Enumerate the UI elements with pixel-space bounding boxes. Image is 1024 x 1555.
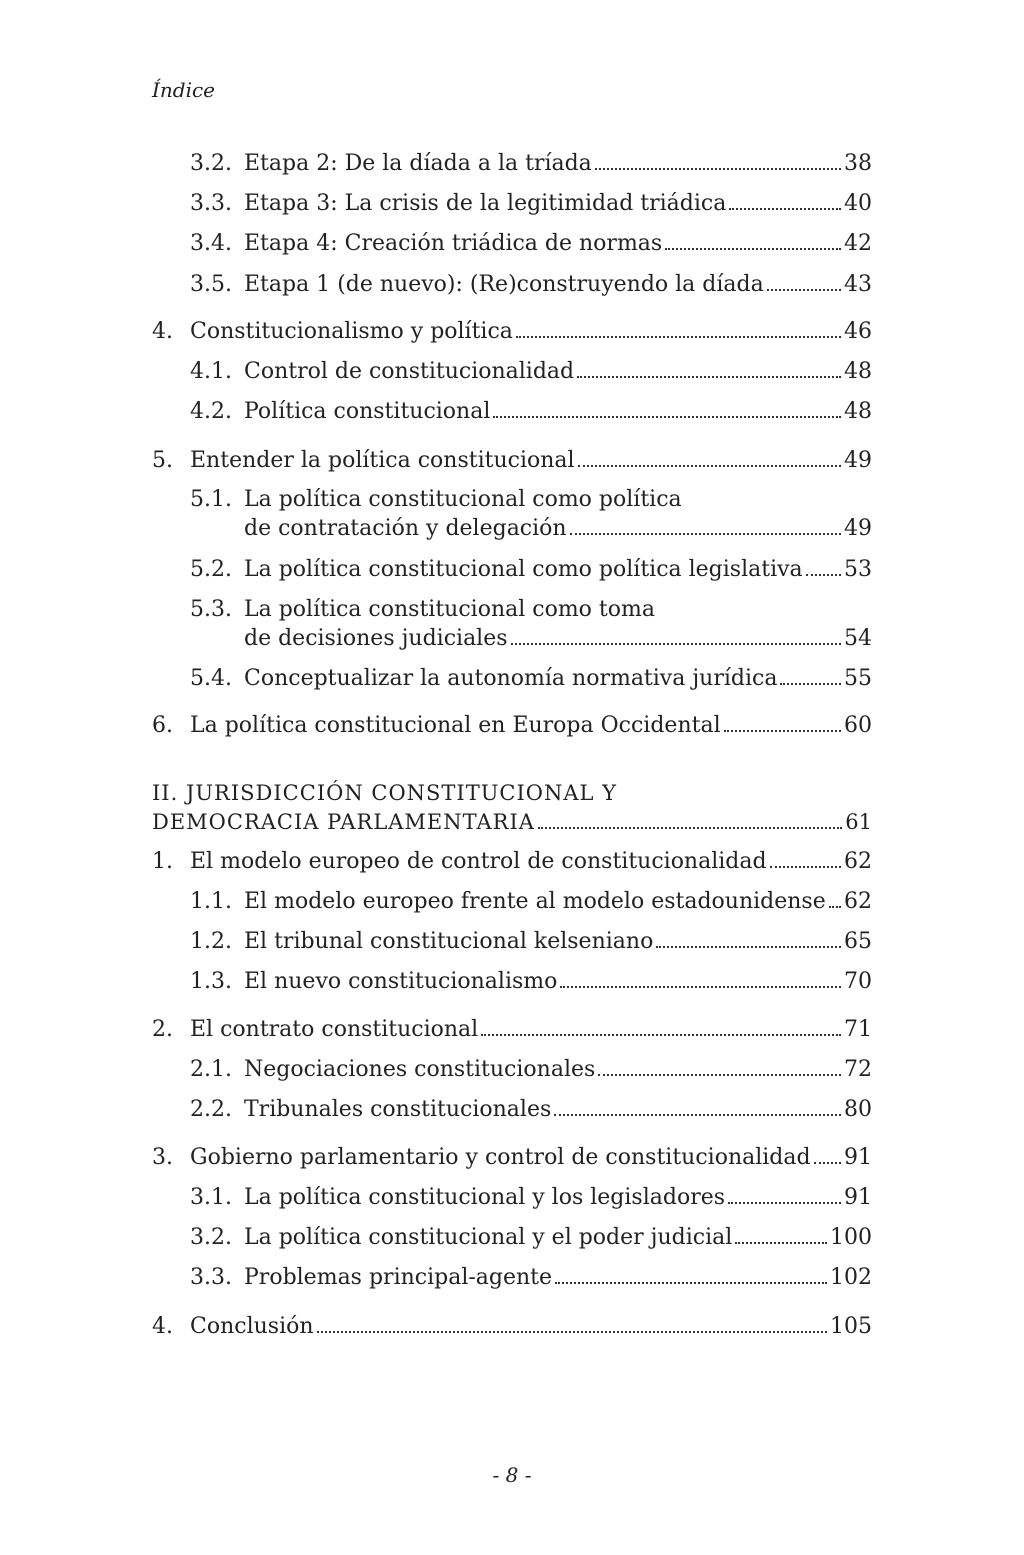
toc-entry-page: 54 <box>841 625 872 653</box>
toc-entry-number: 6. <box>152 713 173 738</box>
toc-entry-number: 4.1. <box>190 359 232 384</box>
toc-entry-title: Etapa 3: La crisis de la legitimidad triádica <box>244 190 729 218</box>
toc-entry-page: 100 <box>827 1224 872 1252</box>
toc-entry-title: El tribunal constitucional kelseniano <box>244 928 656 956</box>
toc-entry-page: 70 <box>841 968 872 996</box>
toc-entry-title: Negociaciones constitucionales <box>244 1056 598 1084</box>
toc-entry-page: 65 <box>841 928 872 956</box>
toc-entry-page: 40 <box>841 190 872 218</box>
toc-entry-title: El contrato constitucional <box>190 1016 481 1044</box>
toc-entry-number: 2.2. <box>190 1097 232 1122</box>
toc-entry-title: Entender la política constitucional <box>190 447 578 475</box>
toc-entry-title: El modelo europeo frente al modelo estadounidense <box>244 888 829 916</box>
page-number: - 8 - <box>492 1463 532 1487</box>
toc-entry-page: 62 <box>841 848 872 876</box>
toc-entry-number: 1.2. <box>190 929 232 954</box>
toc-entry-title: La política constitucional y los legisladores <box>244 1184 728 1212</box>
toc-entry-title: La política constitucional en Europa Occidental <box>190 712 724 740</box>
toc-entry-title-line1: La política constitucional como toma <box>244 597 655 622</box>
toc-entry-number: 1.3. <box>190 969 232 994</box>
toc-entry-page: 105 <box>827 1313 872 1341</box>
toc-entry-page: 38 <box>841 150 872 178</box>
toc-entry-number: 4. <box>152 1314 173 1339</box>
toc-entry-number: 5.1. <box>190 487 232 512</box>
toc-entry-page: 43 <box>841 271 872 299</box>
toc-entry-page: 49 <box>841 515 872 543</box>
toc-entry-page: 42 <box>841 230 872 258</box>
toc-entry-page: 55 <box>841 665 872 693</box>
toc-entry-number: 3.2. <box>190 1225 232 1250</box>
toc-entry-number: 5.3. <box>190 597 232 622</box>
toc-entry-title: Etapa 4: Creación triádica de normas <box>244 230 665 258</box>
toc-entry-number: 5.2. <box>190 557 232 582</box>
toc-entry-number: 3.4. <box>190 231 232 256</box>
toc-entry-page: 72 <box>841 1056 872 1084</box>
section-heading-page: 61 <box>842 808 872 836</box>
toc-entry-title: La política constitucional y el poder judicial <box>244 1224 735 1252</box>
toc-entry-title: La política constitucional como política legislativa <box>244 556 806 584</box>
toc-entry-title: El nuevo constitucionalismo <box>244 968 560 996</box>
toc-entry-number: 2.1. <box>190 1057 232 1082</box>
toc-entry-number: 3.5. <box>190 272 232 297</box>
toc-entry-number: 3.3. <box>190 191 232 216</box>
section-heading-line2: DEMOCRACIA PARLAMENTARIA <box>152 808 538 836</box>
toc-entry-title: El modelo europeo de control de constitucionalidad <box>190 848 770 876</box>
toc-entry-title: de contratación y delegación <box>244 515 570 543</box>
toc-entry-title: Tribunales constitucionales <box>244 1096 554 1124</box>
toc-entry-title-line1: La política constitucional como política <box>244 487 682 512</box>
toc-entry-page: 102 <box>827 1264 872 1292</box>
toc-entry-number: 4.2. <box>190 399 232 424</box>
toc-entry-page: 80 <box>841 1096 872 1124</box>
toc-entry-page: 48 <box>841 358 872 386</box>
toc-entry-number: 4. <box>152 319 173 344</box>
toc-entry-number: 3.2. <box>190 151 232 176</box>
toc-entry-number: 1.1. <box>190 889 232 914</box>
toc-entry-page: 60 <box>841 712 872 740</box>
toc-entry-title: Constitucionalismo y política <box>190 318 516 346</box>
running-head: Índice <box>152 78 216 102</box>
toc-entry-page: 53 <box>841 556 872 584</box>
toc-entry-title: Problemas principal-agente <box>244 1264 555 1292</box>
toc-entry-title: Control de constitucionalidad <box>244 358 577 386</box>
toc-entry-page: 48 <box>841 398 872 426</box>
toc-entry-page: 62 <box>841 888 872 916</box>
toc-entry-page: 49 <box>841 447 872 475</box>
toc-entry-title: Conclusión <box>190 1313 317 1341</box>
toc-entry-page: 71 <box>841 1016 872 1044</box>
toc-entry-page: 46 <box>841 318 872 346</box>
toc-entry-number: 5.4. <box>190 666 232 691</box>
section-heading-line1: II. JURISDICCIÓN CONSTITUCIONAL Y <box>152 781 618 805</box>
toc-entry-number: 2. <box>152 1017 173 1042</box>
toc-entry-title: de decisiones judiciales <box>244 625 511 653</box>
toc-entry-title: Etapa 1 (de nuevo): (Re)construyendo la díada <box>244 271 767 299</box>
toc-entry-title: Etapa 2: De la díada a la tríada <box>244 150 595 178</box>
toc-entry-page: 91 <box>841 1144 872 1172</box>
toc-entry-page: 91 <box>841 1184 872 1212</box>
toc-entry-number: 5. <box>152 448 173 473</box>
toc-entry-number: 1. <box>152 849 173 874</box>
toc-entry-number: 3.3. <box>190 1265 232 1290</box>
toc-entry-title: Política constitucional <box>244 398 493 426</box>
toc-entry-title: Gobierno parlamentario y control de constitucionalidad <box>190 1144 814 1172</box>
toc-entry-title: Conceptualizar la autonomía normativa jurídica <box>244 665 780 693</box>
toc-entry-number: 3. <box>152 1145 173 1170</box>
toc-entry-number: 3.1. <box>190 1185 232 1210</box>
